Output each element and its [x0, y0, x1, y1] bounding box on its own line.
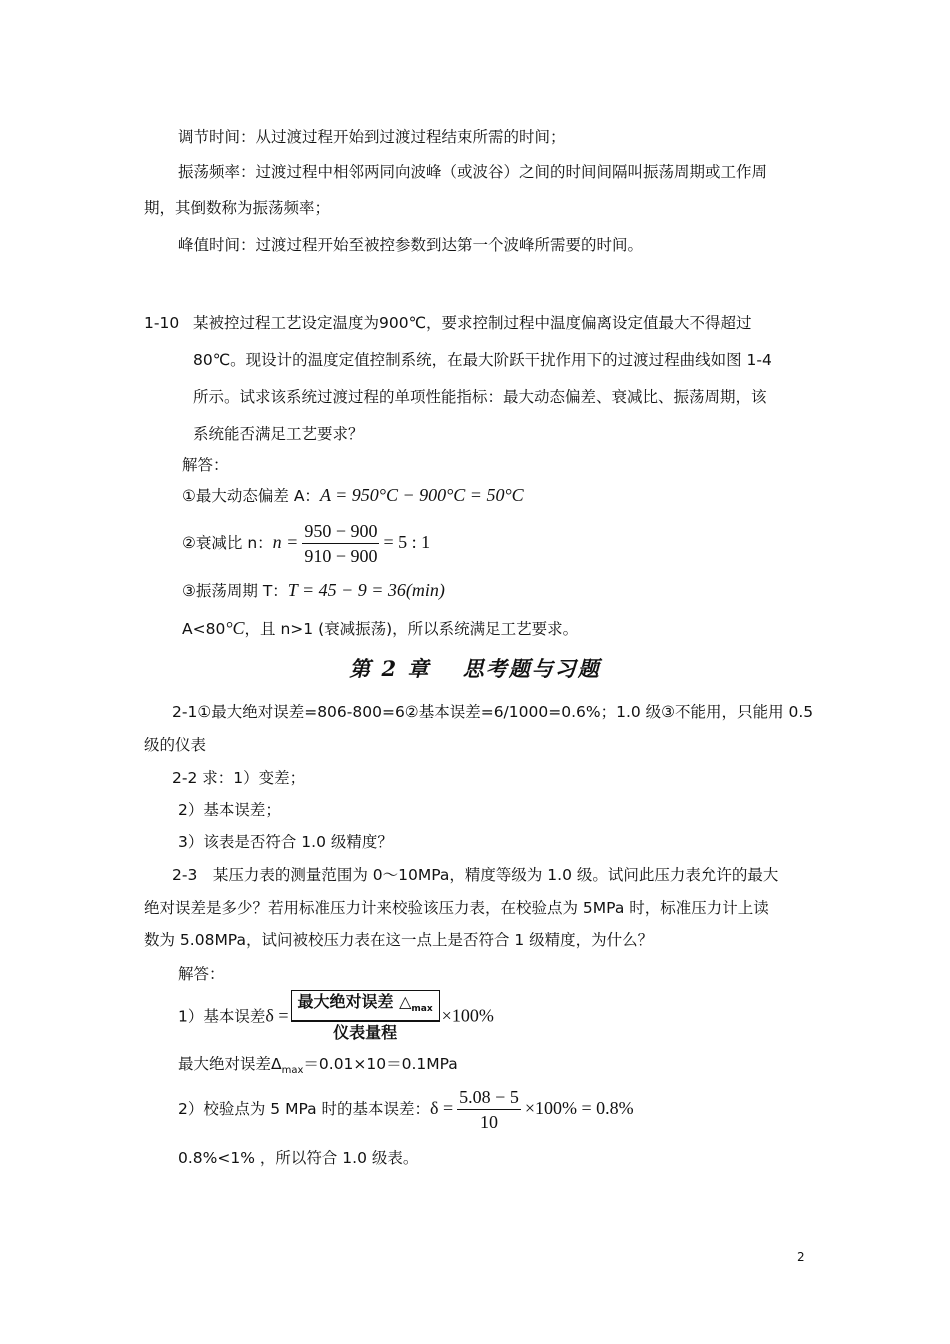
step-1-numerator — [291, 990, 440, 1021]
q110-conclusion — [182, 618, 578, 639]
step-3-rhs: ×100% = 0.8% — [524, 1098, 634, 1118]
q110-answer-label: 解答： — [182, 456, 229, 474]
step-1-fraction — [291, 990, 440, 1044]
fraction-denominator: 910 − 900 — [304, 546, 378, 566]
step-1-label: 1）基本误差 — [178, 1007, 266, 1026]
def-settling-time: 调节时间：从过渡过程开始到过渡过程结束所需的时间； — [178, 128, 566, 146]
step-3-label: 2）校验点为 5 MPa 时的基本误差： — [178, 1100, 431, 1118]
q110-number: 1-10 — [144, 314, 180, 332]
q23-step-3 — [178, 1083, 634, 1134]
q22-line1: 2-2 求：1）变差； — [172, 769, 306, 787]
answer-2-label: ②衰减比 n： — [182, 534, 273, 552]
q110-text-line1: 某被控过程工艺设定温度为900℃，要求控制过程中温度偏离设定值最大不得超过 — [193, 314, 752, 332]
step-2-sub: max — [281, 1065, 304, 1077]
q21-line1: 2-1①最大绝对误差=806-800=6②基本误差=6/1000=0.6%；1.0 级③不能用，只能用 0.5 — [172, 703, 814, 721]
def-oscillation-frequency-cont: 期，其倒数称为振荡频率； — [144, 199, 331, 217]
step-1-tail: ×100% — [441, 1005, 494, 1026]
q23-line3: 数为 5.08MPa，试问被校压力表在这一点上是否符合 1 级精度，为什么？ — [144, 931, 654, 949]
q23-step-4: 0.8%<1% ，所以符合 1.0 级表。 — [178, 1149, 419, 1167]
q23-line2: 绝对误差是多少？若用标准压力计来校验该压力表，在校验点为 5MPa 时，标准压力计上读 — [144, 899, 769, 917]
q23-step-2 — [178, 1054, 458, 1081]
fraction-numerator: 950 − 900 — [302, 519, 379, 544]
step-2-pre: 最大绝对误差Δ — [178, 1055, 282, 1073]
q21-line2: 级的仪表 — [144, 736, 207, 754]
conclusion-pre: A<80 — [182, 620, 226, 638]
answer-1-formula: A = 950°C − 900°C = 50°C — [319, 485, 524, 505]
step-1-delta: δ = — [265, 1005, 289, 1026]
numerator-sub: max — [411, 1004, 433, 1015]
answer-2-rhs: = 5 : 1 — [383, 532, 431, 552]
step-3-lhs: δ = — [430, 1098, 454, 1118]
answer-2-fraction — [302, 519, 379, 568]
q22-line2: 2）基本误差； — [178, 801, 281, 819]
answer-3-formula: T = 45 − 9 = 36(min) — [287, 580, 445, 600]
q23-answer-label: 解答： — [178, 965, 225, 983]
step-3-fraction — [457, 1085, 521, 1134]
q110-text-line3: 所示。试求该系统过渡过程的单项性能指标：最大动态偏差、衰减比、振荡周期，该 — [193, 388, 767, 406]
numerator-text: 最大绝对误差 △ — [297, 992, 412, 1011]
step-1-denominator: 仪表量程 — [291, 1021, 440, 1044]
q110-answer-2 — [182, 517, 430, 568]
answer-3-label: ③振荡周期 T： — [182, 582, 288, 600]
step-3-denominator: 10 — [480, 1112, 498, 1132]
q23-step-1 — [178, 990, 494, 1044]
def-peak-time: 峰值时间：过渡过程开始至被控参数到达第一个波峰所需要的时间。 — [178, 236, 644, 254]
chapter-title: 第 2 章 思考题与习题 — [349, 656, 601, 681]
q110-answer-3 — [182, 580, 445, 601]
conclusion-post: ，且 n>1 (衰减振荡)，所以系统满足工艺要求。 — [244, 620, 579, 638]
step-2-post: ＝0.01×10＝0.1MPa — [303, 1055, 458, 1073]
answer-1-label: ①最大动态偏差 A： — [182, 487, 320, 505]
q110-text-line4: 系统能否满足工艺要求？ — [193, 425, 364, 443]
answer-2-lhs: n = — [272, 532, 299, 552]
page-number: 2 — [797, 1250, 805, 1264]
q22-line3: 3）该表是否符合 1.0 级精度？ — [178, 833, 393, 851]
q110-answer-1 — [182, 485, 524, 506]
q110-text-line2: 80℃。现设计的温度定值控制系统，在最大阶跃干扰作用下的过渡过程曲线如图 1-4 — [193, 351, 772, 369]
step-3-numerator: 5.08 − 5 — [457, 1085, 521, 1110]
def-oscillation-frequency: 振荡频率：过渡过程中相邻两同向波峰（或波谷）之间的时间间隔叫振荡周期或工作周 — [178, 163, 768, 181]
conclusion-unit: °C — [225, 618, 245, 638]
q23-line1: 2-3 某压力表的测量范围为 0～10MPa，精度等级为 1.0 级。试问此压力表允许的最大 — [172, 866, 779, 884]
